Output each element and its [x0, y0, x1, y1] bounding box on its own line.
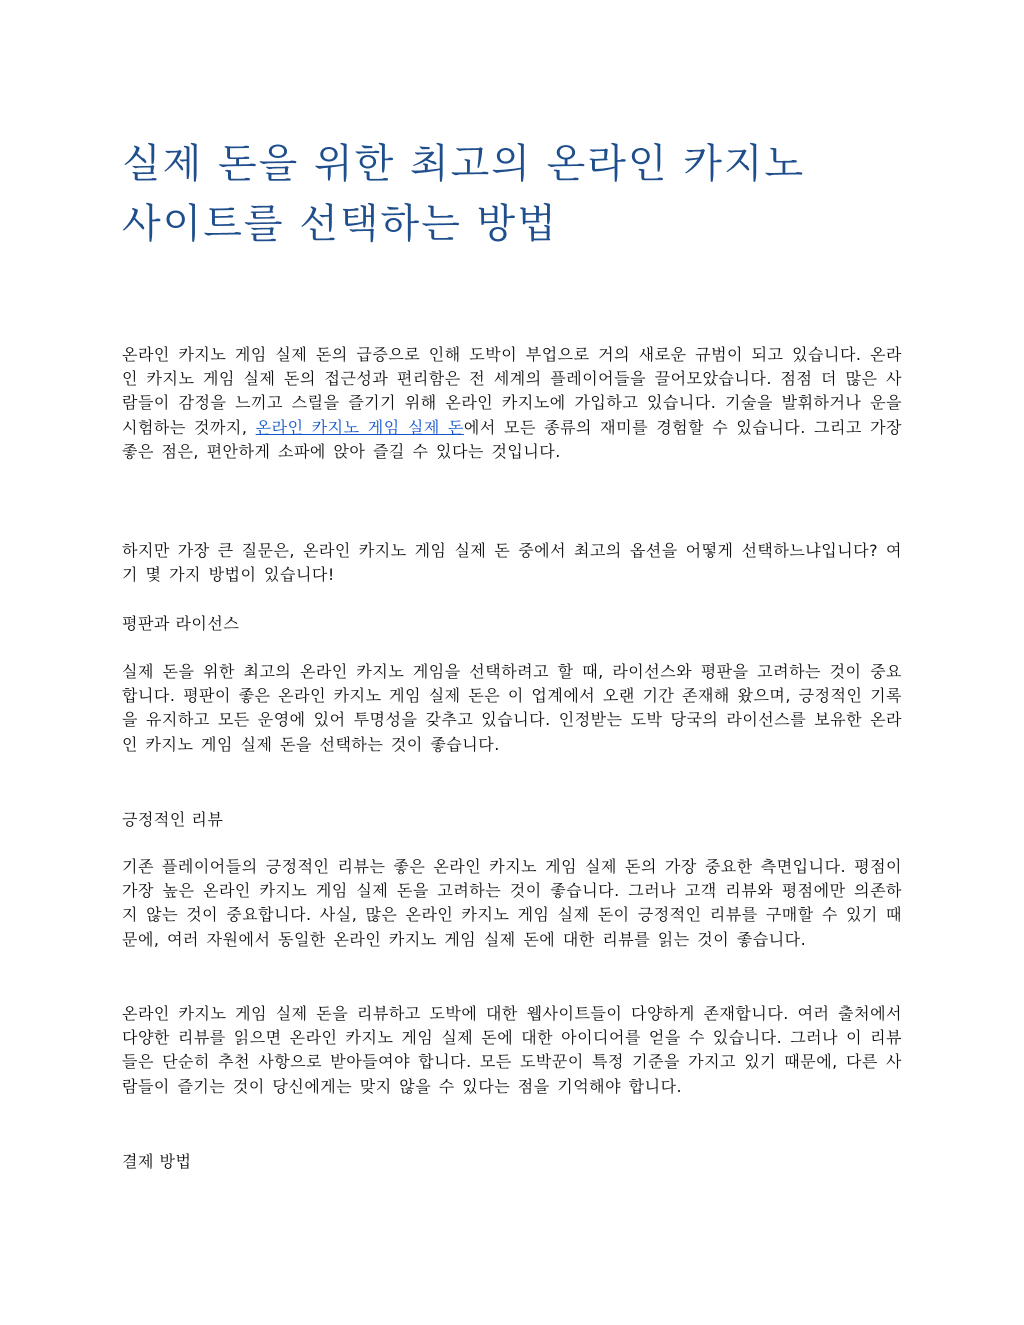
page-title-line-2: 사이트를 선택하는 방법	[122, 201, 558, 247]
intro-paragraph	[122, 343, 902, 464]
reputation-license-paragraph: 실제 돈을 위한 최고의 온라인 카지노 게임을 선택하려고 할 때, 라이선스와 평판을 고려하는 것이 중요합니다. 평판이 좋은 온라인 카지노 게임 실제 돈은 이 업계에서 오랜 기간 존재해 왔으며, 긍정적인 기록을 유지하고 모든 운영에 있어 투명성을 갖추고 있습니다. 인정받는 도박 당국의 라이선스를 보유한 온라인 카지노 게임 실제 돈을 선택하는 것이 좋습니다.	[122, 662, 902, 754]
positive-reviews-paragraph-2: 온라인 카지노 게임 실제 돈을 리뷰하고 도박에 대한 웹사이트들이 다양하게 존재합니다. 여러 출처에서 다양한 리뷰를 읽으면 온라인 카지노 게임 실제 돈에 대한 아이디어를 얻을 수 있습니다. 그러나 이 리뷰들은 단순히 추천 사항으로 받아들여야 합니다. 모든 도박꾼이 특정 기준을 가지고 있기 때문에, 다른 사람들이 즐기는 것이 당신에게는 맞지 않을 수 있다는 점을 기억해야 합니다.	[122, 1004, 902, 1096]
section-heading-reputation-license: 평판과 라이선스	[122, 614, 240, 633]
page-title	[122, 134, 902, 254]
positive-reviews-paragraph-1: 기존 플레이어들의 긍정적인 리뷰는 좋은 온라인 카지노 게임 실제 돈의 가장 중요한 측면입니다. 평점이 가장 높은 온라인 카지노 게임 실제 돈을 고려하는 것이 좋습니다. 그러나 고객 리뷰와 평점에만 의존하지 않는 것이 중요합니다. 사실, 많은 온라인 카지노 게임 실제 돈이 긍정적인 리뷰를 구매할 수 있기 때문에, 여러 자원에서 동일한 온라인 카지노 게임 실제 돈에 대한 리뷰를 읽는 것이 좋습니다.	[122, 857, 902, 949]
question-paragraph: 하지만 가장 큰 질문은, 온라인 카지노 게임 실제 돈 중에서 최고의 옵션을 어떻게 선택하느냐입니다? 여기 몇 가지 방법이 있습니다!	[122, 541, 902, 585]
page-title-line-1: 실제 돈을 위한 최고의 온라인 카지노	[122, 141, 806, 187]
intro-text-before-link: 온라인 카지노 게임 실제 돈의 급증으로 인해 도박이 부업으로 거의 새로운 규범이 되고 있습니다. 온라인 카지노 게임 실제 돈의 접근성과 편리함은 전 세계의 플레이어들을 끌어모았습니다. 점점 더 많은 사람들이 감정을 느끼고 스릴을 즐기기 위해 온라인 카지노에 가입하고 있습니다. 기술을 발휘하거나 운을 시험하는 것까지,	[122, 345, 902, 437]
section-heading-positive-reviews: 긍정적인 리뷰	[122, 810, 224, 829]
casino-games-link[interactable]: 온라인 카지노 게임 실제 돈	[255, 417, 464, 437]
intro-text-after-link: 에서 모든 종류의 재미를 경험할 수 있습니다. 그리고 가장 좋은 점은, 편안하게 소파에 앉아 즐길 수 있다는 것입니다.	[122, 417, 902, 461]
section-heading-payment-methods: 결제 방법	[122, 1152, 192, 1171]
